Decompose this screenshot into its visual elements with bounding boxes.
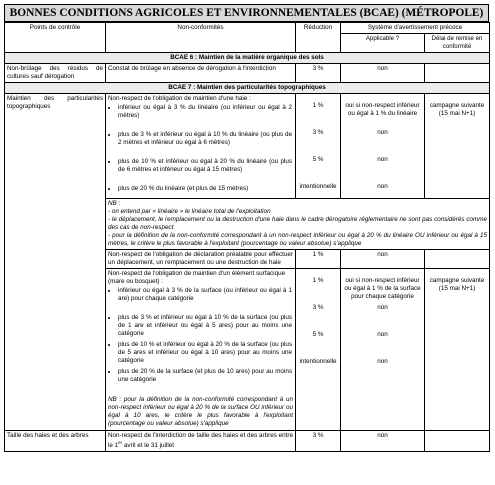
document-title: BONNES CONDITIONS AGRICOLES ET ENVIRONNEMENTALES (BCAE) (MÉTROPOLE)	[4, 4, 489, 22]
haie-note-line: - on entend par « linéaire » le linéaire total de l'exploitation	[108, 207, 271, 215]
haie-item: • plus de 3 % et inférieur ou égal à 10 % du linéaire (ou plus de 2 mètres et inférieur ou égal à 6 mètres)	[118, 131, 293, 158]
haie-applicable: oui si non-respect inférieur ou égal à 1 % du linéaire	[345, 101, 420, 117]
declaration-applicable: non	[341, 250, 425, 269]
mare-note: NB : pour la définition de la non-conformité correspondant à un non-respect inférieur ou égal à 20 % de la surface OU inférieur ou égal à 10 ares, le critère le plus favorable à l'exploitant (pourcentage ou valeur absolue) s'applique	[108, 396, 293, 428]
haie-note-line: - le déplacement, le remplacement ou la destruction d'une haie dans le cadre dérogatoire réglementaire ne sont pas considérés comme des cas de non-respect	[108, 215, 488, 232]
bcae6-applicable: non	[341, 63, 425, 82]
taille-reduction: 3 %	[296, 430, 341, 451]
haie-reduction: intentionnelle	[299, 182, 337, 190]
mare-applicable: non	[377, 358, 388, 366]
haie-item: • plus de 10 % et inférieur ou égal à 20 % du linéaire (ou plus de 6 mètres et inférieur ou égal à 15 mètres)	[118, 158, 293, 185]
mare-reductions	[296, 269, 341, 430]
taille-delai	[425, 430, 490, 451]
header-row	[5, 23, 490, 34]
bcae6-delai	[425, 63, 490, 82]
mare-reduction: 5 %	[312, 331, 324, 339]
header-reduction: Réduction	[296, 23, 341, 53]
haie-item: • inférieur ou égal à 3 % du linéaire (ou inférieur ou égal à 2 mètres)	[118, 104, 293, 131]
header-applicable: Applicable ?	[341, 34, 425, 53]
header-systeme: Système d'avertissement précoce	[341, 23, 490, 34]
haie-intro: Non-respect de l'obligation de maintien d'une haie :	[108, 94, 251, 102]
haie-reduction: 1 %	[312, 101, 324, 109]
haie-delai: campagne suivante (15 mai N+1)	[429, 101, 485, 117]
taille-text-pre: Non-respect de l'interdiction de taille des haies et des arbres entre le 1	[108, 431, 293, 449]
mare-delai: campagne suivante (15 mai N+1)	[429, 277, 485, 293]
haie-applicable: non	[377, 182, 388, 190]
declaration-nonconformite: Non-respect de l'obligation de déclaration préalable pour effectuer un déplacement, un remplacement ou une destruction de haie	[106, 250, 296, 269]
section-bcae7-title: BCAE 7 : Maintien des particularités topographiques	[5, 82, 490, 93]
haie-row	[5, 93, 490, 198]
mare-item: • plus de 20 % de la surface (et plus de 10 ares) pour au moins une catégorie	[118, 368, 293, 395]
haie-applicable: non	[377, 128, 388, 136]
mare-item: • plus de 10 % et inférieur ou égal à 20 % de la surface (ou plus de 5 ares et inférieur ou égal à 10 ares) pour au moins une catégorie	[118, 341, 293, 368]
bcae6-point: Non-brûlage des résidus de cultures sauf dérogation	[5, 63, 106, 82]
haie-nonconformites	[106, 93, 296, 198]
declaration-delai	[425, 250, 490, 269]
haie-reduction: 3 %	[312, 128, 324, 136]
declaration-reduction: 1 %	[296, 250, 341, 269]
section-bcae6-title: BCAE 6 : Maintien de la matière organique des sols	[5, 52, 490, 63]
haie-list	[108, 104, 293, 197]
bcae6-reduction: 3 %	[296, 63, 341, 82]
mare-nonconformites	[106, 269, 296, 430]
mare-delais	[425, 269, 490, 430]
mare-applicable: non	[377, 331, 388, 339]
taille-sup: er	[118, 439, 123, 445]
mare-item: • plus de 3 % et inférieur ou égal à 10 % de la surface (ou plus de 1 are et inférieur ou égal à 5 ares) pour au moins une catégorie	[118, 314, 293, 341]
bcae6-nonconformite: Constat de brûlage en absence de dérogation à l'interdiction	[106, 63, 296, 82]
mare-applicables	[341, 269, 425, 430]
haie-reductions	[296, 93, 341, 198]
haie-note	[106, 198, 490, 249]
mare-intro: Non-respect de l'obligation de maintien d'un élément surfacique (mare ou bosquet) :	[108, 270, 286, 286]
haie-reduction: 5 %	[312, 155, 324, 163]
mare-applicable: oui si non-respect inférieur ou égal à 1 % de la surface pour chaque catégorie	[344, 277, 421, 301]
section-bcae7-row	[5, 82, 490, 93]
bcae6-row	[5, 63, 490, 82]
mare-reduction: intentionnelle	[299, 358, 337, 366]
haie-applicables	[341, 93, 425, 198]
bcae7-point-particularites: Maintien des particularités topographiques	[5, 93, 106, 430]
haie-note-line: - pour la définition de la non-conformité correspondant à un non-respect inférieur ou égal à 20 % du linéaire OU inférieur ou égal à 15 mètres, le critère le plus favorable à l'exploitant (pourcentage ou valeur absolue) s'applique	[108, 232, 488, 248]
haie-note-line: NB :	[108, 199, 121, 207]
mare-list	[108, 287, 293, 395]
taille-nonconformite	[106, 430, 296, 451]
taille-text-post: avril et le 31 juillet	[122, 441, 174, 449]
mare-reduction: 1 %	[312, 277, 324, 285]
bcae-table	[4, 22, 490, 452]
section-bcae6-row	[5, 52, 490, 63]
header-nonconformites: Non-conformités	[106, 23, 296, 53]
haie-applicable: non	[377, 155, 388, 163]
mare-item: • inférieur ou égal à 3 % de la surface (ou inférieur ou égal à 1 are) pour chaque catégorie	[118, 287, 293, 314]
taille-row	[5, 430, 490, 451]
mare-reduction: 3 %	[312, 304, 324, 312]
header-delai: Délai de remise en conformité	[425, 34, 490, 53]
header-points: Points de contrôle	[5, 23, 106, 53]
bcae7-point-taille: Taille des haies et des arbres	[5, 430, 106, 451]
haie-item: • plus de 20 % du linéaire (et plus de 15 mètres)	[118, 185, 293, 197]
mare-applicable: non	[377, 304, 388, 312]
haie-delais	[425, 93, 490, 198]
taille-applicable: non	[341, 430, 425, 451]
